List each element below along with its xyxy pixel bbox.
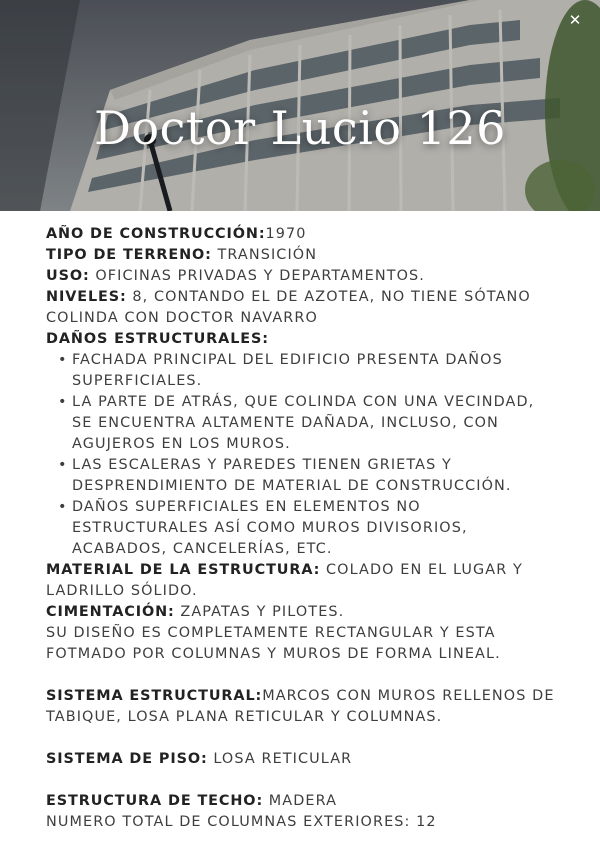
roof-label: ESTRUCTURA DE TECHO: xyxy=(46,793,264,809)
material-value: COLADO EN EL LUGAR Y LADRILLO SÓLIDO. xyxy=(46,562,523,599)
list-item: • LA PARTE DE ATRÁS, QUE COLINDA CON UNA VECINDAD, SE ENCUENTRA ALTAMENTE DAÑADA, INCLUSO, CON AGUJEROS EN LOS MUROS. xyxy=(72,392,556,455)
year-label: AÑO DE CONSTRUCCIÓN: xyxy=(46,226,266,242)
close-icon: ✕ xyxy=(568,11,582,29)
colinda-text: COLINDA CON DOCTOR NAVARRO xyxy=(46,310,318,326)
damage-list xyxy=(46,350,556,560)
list-item: • FACHADA PRINCIPAL DEL EDIFICIO PRESENTA DAÑOS SUPERFICIALES. xyxy=(72,350,556,392)
terrain-label: TIPO DE TERRENO: xyxy=(46,247,212,263)
levels-label: NIVELES: xyxy=(46,289,127,305)
foundation xyxy=(46,602,556,623)
list-item: • DAÑOS SUPERFICIALES EN ELEMENTOS NO ESTRUCTURALES ASÍ COMO MUROS DIVISORIOS, ACABADOS, CANCELERÍAS, ETC. xyxy=(72,497,556,560)
page-title: Doctor Lucio 126 xyxy=(94,101,506,155)
damage-heading xyxy=(46,329,556,350)
roof-structure xyxy=(46,791,556,812)
building-use xyxy=(46,266,556,287)
structure-material xyxy=(46,560,556,602)
columns-count: NUMERO TOTAL DE COLUMNAS EXTERIORES: 12 xyxy=(46,814,437,830)
spacer xyxy=(46,770,556,791)
floor-value: LOSA RETICULAR xyxy=(207,751,353,767)
system-value: MARCOS CON MUROS RELLENOS DE TABIQUE, LOSA PLANA RETICULAR Y COLUMNAS. xyxy=(46,688,555,725)
year-value: 1970 xyxy=(265,226,307,242)
floor-system xyxy=(46,749,556,770)
building-details xyxy=(46,224,556,833)
use-value: OFICINAS PRIVADAS Y DEPARTAMENTOS. xyxy=(89,268,425,284)
use-label: USO: xyxy=(46,268,90,284)
foundation-label: CIMENTACIÓN: xyxy=(46,604,175,620)
hero-banner xyxy=(0,0,600,211)
roof-value: MADERA xyxy=(263,793,338,809)
construction-year xyxy=(46,224,556,245)
material-label: MATERIAL DE LA ESTRUCTURA: xyxy=(46,562,321,578)
close-button[interactable] xyxy=(564,9,586,31)
list-item: • LAS ESCALERAS Y PAREDES TIENEN GRIETAS Y DESPRENDIMIENTO DE MATERIAL DE CONSTRUCCIÓN. xyxy=(72,455,556,497)
levels-value: 8, CONTANDO EL DE AZOTEA, NO TIENE SÓTANO xyxy=(126,289,531,305)
design-text: SU DISEÑO ES COMPLETAMENTE RECTANGULAR Y ESTA FOTMADO POR COLUMNAS Y MUROS DE FORMA LINEAL. xyxy=(46,625,501,662)
foundation-value: ZAPATAS Y PILOTES. xyxy=(174,604,345,620)
terrain-type xyxy=(46,245,556,266)
spacer xyxy=(46,728,556,749)
structural-system xyxy=(46,686,556,728)
system-label: SISTEMA ESTRUCTURAL: xyxy=(46,688,263,704)
levels xyxy=(46,287,556,308)
terrain-value: TRANSICIÓN xyxy=(211,247,318,263)
floor-label: SISTEMA DE PISO: xyxy=(46,751,208,767)
damage-label: DAÑOS ESTRUCTURALES: xyxy=(46,331,269,347)
spacer xyxy=(46,665,556,686)
